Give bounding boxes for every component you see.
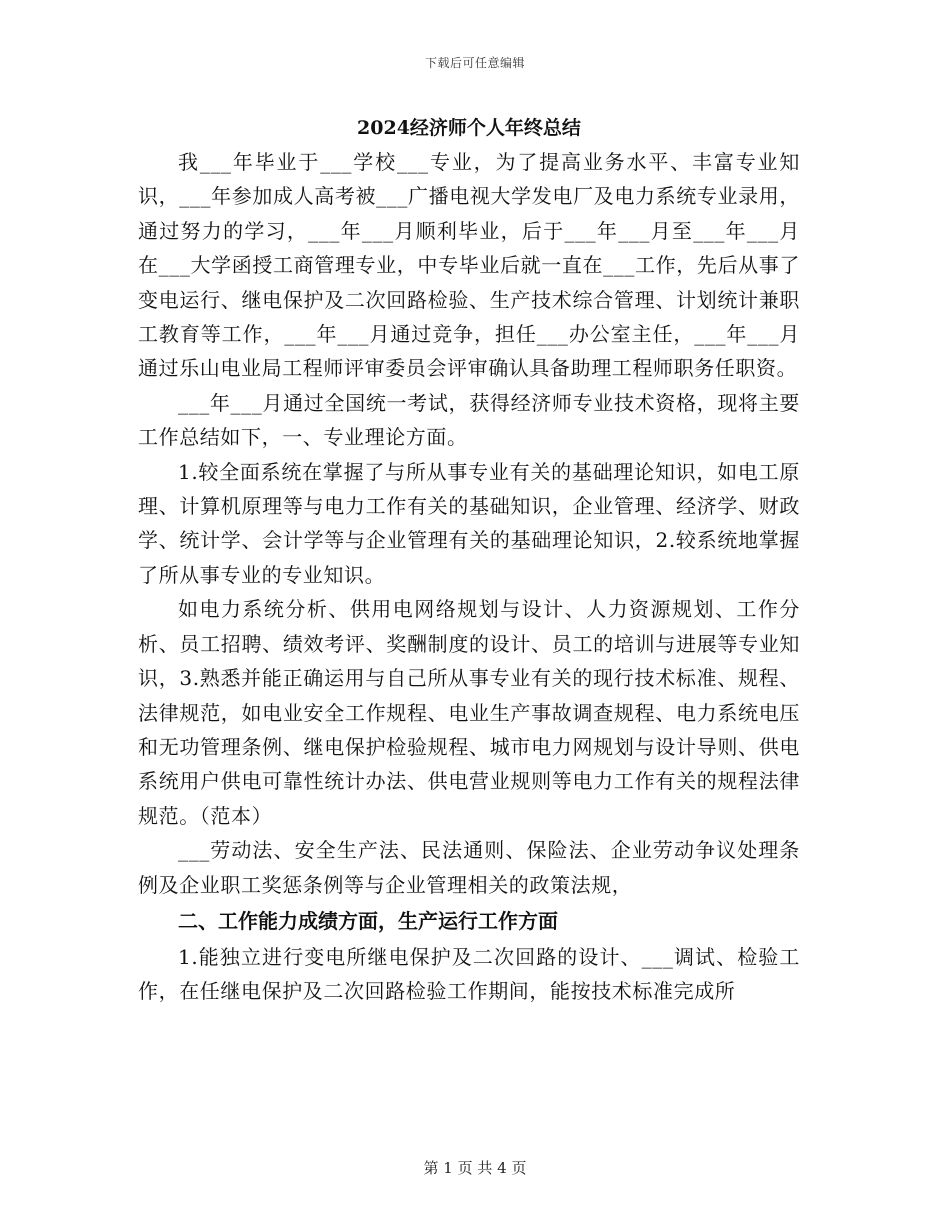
paragraph: 如电力系统分析、供用电网络规划与设计、人力资源规划、工作分析、员工招聘、绩效考评、奖酬制度的设计、员工的培训与进展等专业知识，3.熟悉并能正确运用与自己所从事专业有关的现行技术标准、规程、法律规范，如电业安全工作规程、电业生产事故调查规程、电力系统电压和无功管理条例、继电保护检验规程、城市电力网规划与设计导则、供电系统用户供电可靠性统计办法、供电营业规则等电力工作有关的规程法律规范。（范本）	[138, 597, 800, 828]
page-footer: 第 1 页 共 4 页	[423, 1159, 527, 1177]
document-body	[138, 113, 800, 1009]
document-title: 2024经济师个人年终总结	[357, 117, 581, 139]
paragraph: ___劳动法、安全生产法、民法通则、保险法、企业劳动争议处理条例及企业职工奖惩条例等与企业管理相关的政策法规，	[138, 838, 800, 897]
paragraph: 1.较全面系统在掌握了与所从事专业有关的基础理论知识，如电工原理、计算机原理等与电力工作有关的基础知识，企业管理、经济学、财政学、统计学、会计学等与企业管理有关的基础理论知识，2.较系统地掌握了所从事专业的专业知识。	[138, 459, 800, 587]
paragraph: ___年___月通过全国统一考试，获得经济师专业技术资格，现将主要工作总结如下，一、专业理论方面。	[138, 390, 800, 450]
paragraph: 我___年毕业于___学校___专业，为了提高业务水平、丰富专业知识，___年参加成人高考被___广播电视大学发电厂及电力系统专业录用，通过努力的学习，___年___月顺利毕业，后于___年___月至___年___月在___大学函授工商管理专业，中专毕业后就一直在___工作，先后从事了变电运行、继电保护及二次回路检验、生产技术综合管理、计划统计兼职工教育等工作，___年___月通过竞争，担任___办公室主任，___年___月通过乐山电业局工程师评审委员会评审确认具备助理工程师职务任职资。	[138, 150, 800, 381]
section-heading: 二、工作能力成绩方面，生产运行工作方面	[178, 908, 558, 933]
paragraph: 1.能独立进行变电所继电保护及二次回路的设计、___调试、检验工作，在任继电保护及二次回路检验工作期间，能按技术标准完成所	[138, 944, 800, 1004]
page-header: 下载后可任意编辑	[424, 56, 525, 70]
